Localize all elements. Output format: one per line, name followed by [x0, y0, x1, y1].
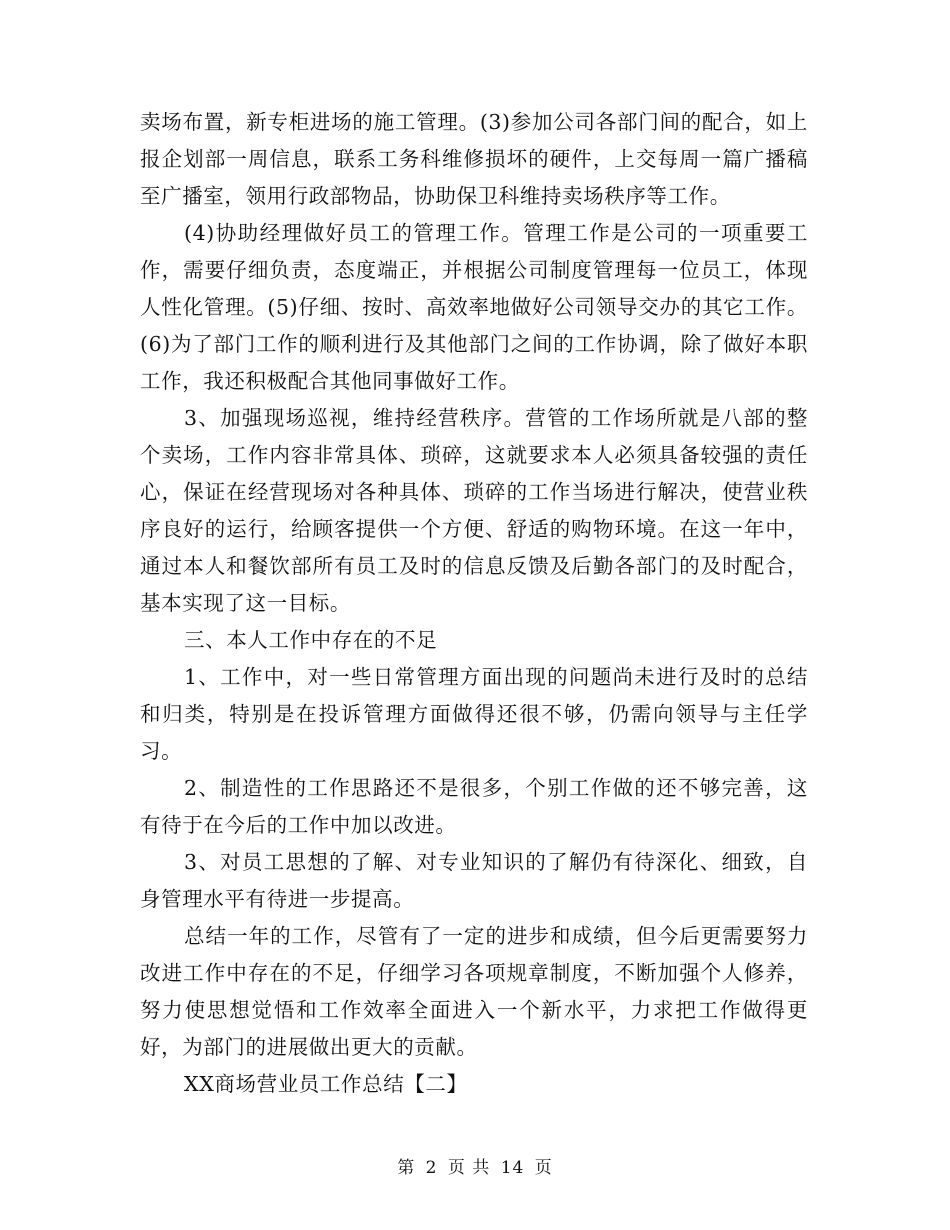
footer-current-page: 2 — [425, 1158, 438, 1178]
paragraph-4: 1、工作中，对一些日常管理方面出现的问题尚未进行及时的总结和归类，特别是在投诉管理方面做得还很不够，仍需向领导与主任学习。 — [140, 665, 808, 763]
footer-suffix: 页 — [534, 1158, 553, 1178]
paragraph-summary: 总结一年的工作，尽管有了一定的进步和成绩，但今后更需要努力改进工作中存在的不足，仔细学习各项规章制度，不断加强个人修养，努力使思想觉悟和工作效率全面进入一个新水平，力求把工作做得更好，为部门的进展做出更大的贡献。 — [140, 924, 808, 1059]
paragraph-5: 2、制造性的工作思路还不是很多，个别工作做的还不够完善，这有待于在今后的工作中加以改进。 — [140, 776, 808, 837]
footer-total-pages: 14 — [500, 1158, 525, 1178]
paragraph-2: (4)协助经理做好员工的管理工作。管理工作是公司的一项重要工作，需要仔细负责，态度端正，并根据公司制度管理每一位员工，体现人性化管理。(5)仔细、按时、高效率地做好公司领导交办的其它工作。(6)为了部门工作的顺利进行及其他部门之间的工作协调，除了做好本职工作，我还积极配合其他同事做好工作。 — [140, 221, 808, 393]
footer-middle: 页 共 — [447, 1158, 491, 1178]
document-body — [140, 104, 808, 1103]
footer-prefix: 第 — [397, 1158, 416, 1178]
paragraph-1: 卖场布置，新专柜进场的施工管理。(3)参加公司各部门间的配合，如上报企划部一周信息，联系工务科维修损坏的硬件，上交每周一篇广播稿至广播室，领用行政部物品，协助保卫科维持卖场秩序等工作。 — [140, 110, 808, 208]
section-title-part-two: XX商场营业员工作总结【二】 — [184, 1072, 468, 1096]
section-heading-shortcomings: 三、本人工作中存在的不足 — [184, 628, 438, 652]
paragraph-3: 3、加强现场巡视，维持经营秩序。营管的工作场所就是八部的整个卖场，工作内容非常具体、琐碎，这就要求本人必须具备较强的责任心，保证在经营现场对各种具体、琐碎的工作当场进行解决，使营业秩序良好的运行，给顾客提供一个方便、舒适的购物环境。在这一年中，通过本人和餐饮部所有员工及时的信息反馈及后勤各部门的及时配合，基本实现了这一目标。 — [140, 406, 808, 615]
page-footer — [0, 1153, 950, 1178]
paragraph-6: 3、对员工思想的了解、对专业知识的了解仍有待深化、细致，自身管理水平有待进一步提高。 — [140, 850, 808, 911]
